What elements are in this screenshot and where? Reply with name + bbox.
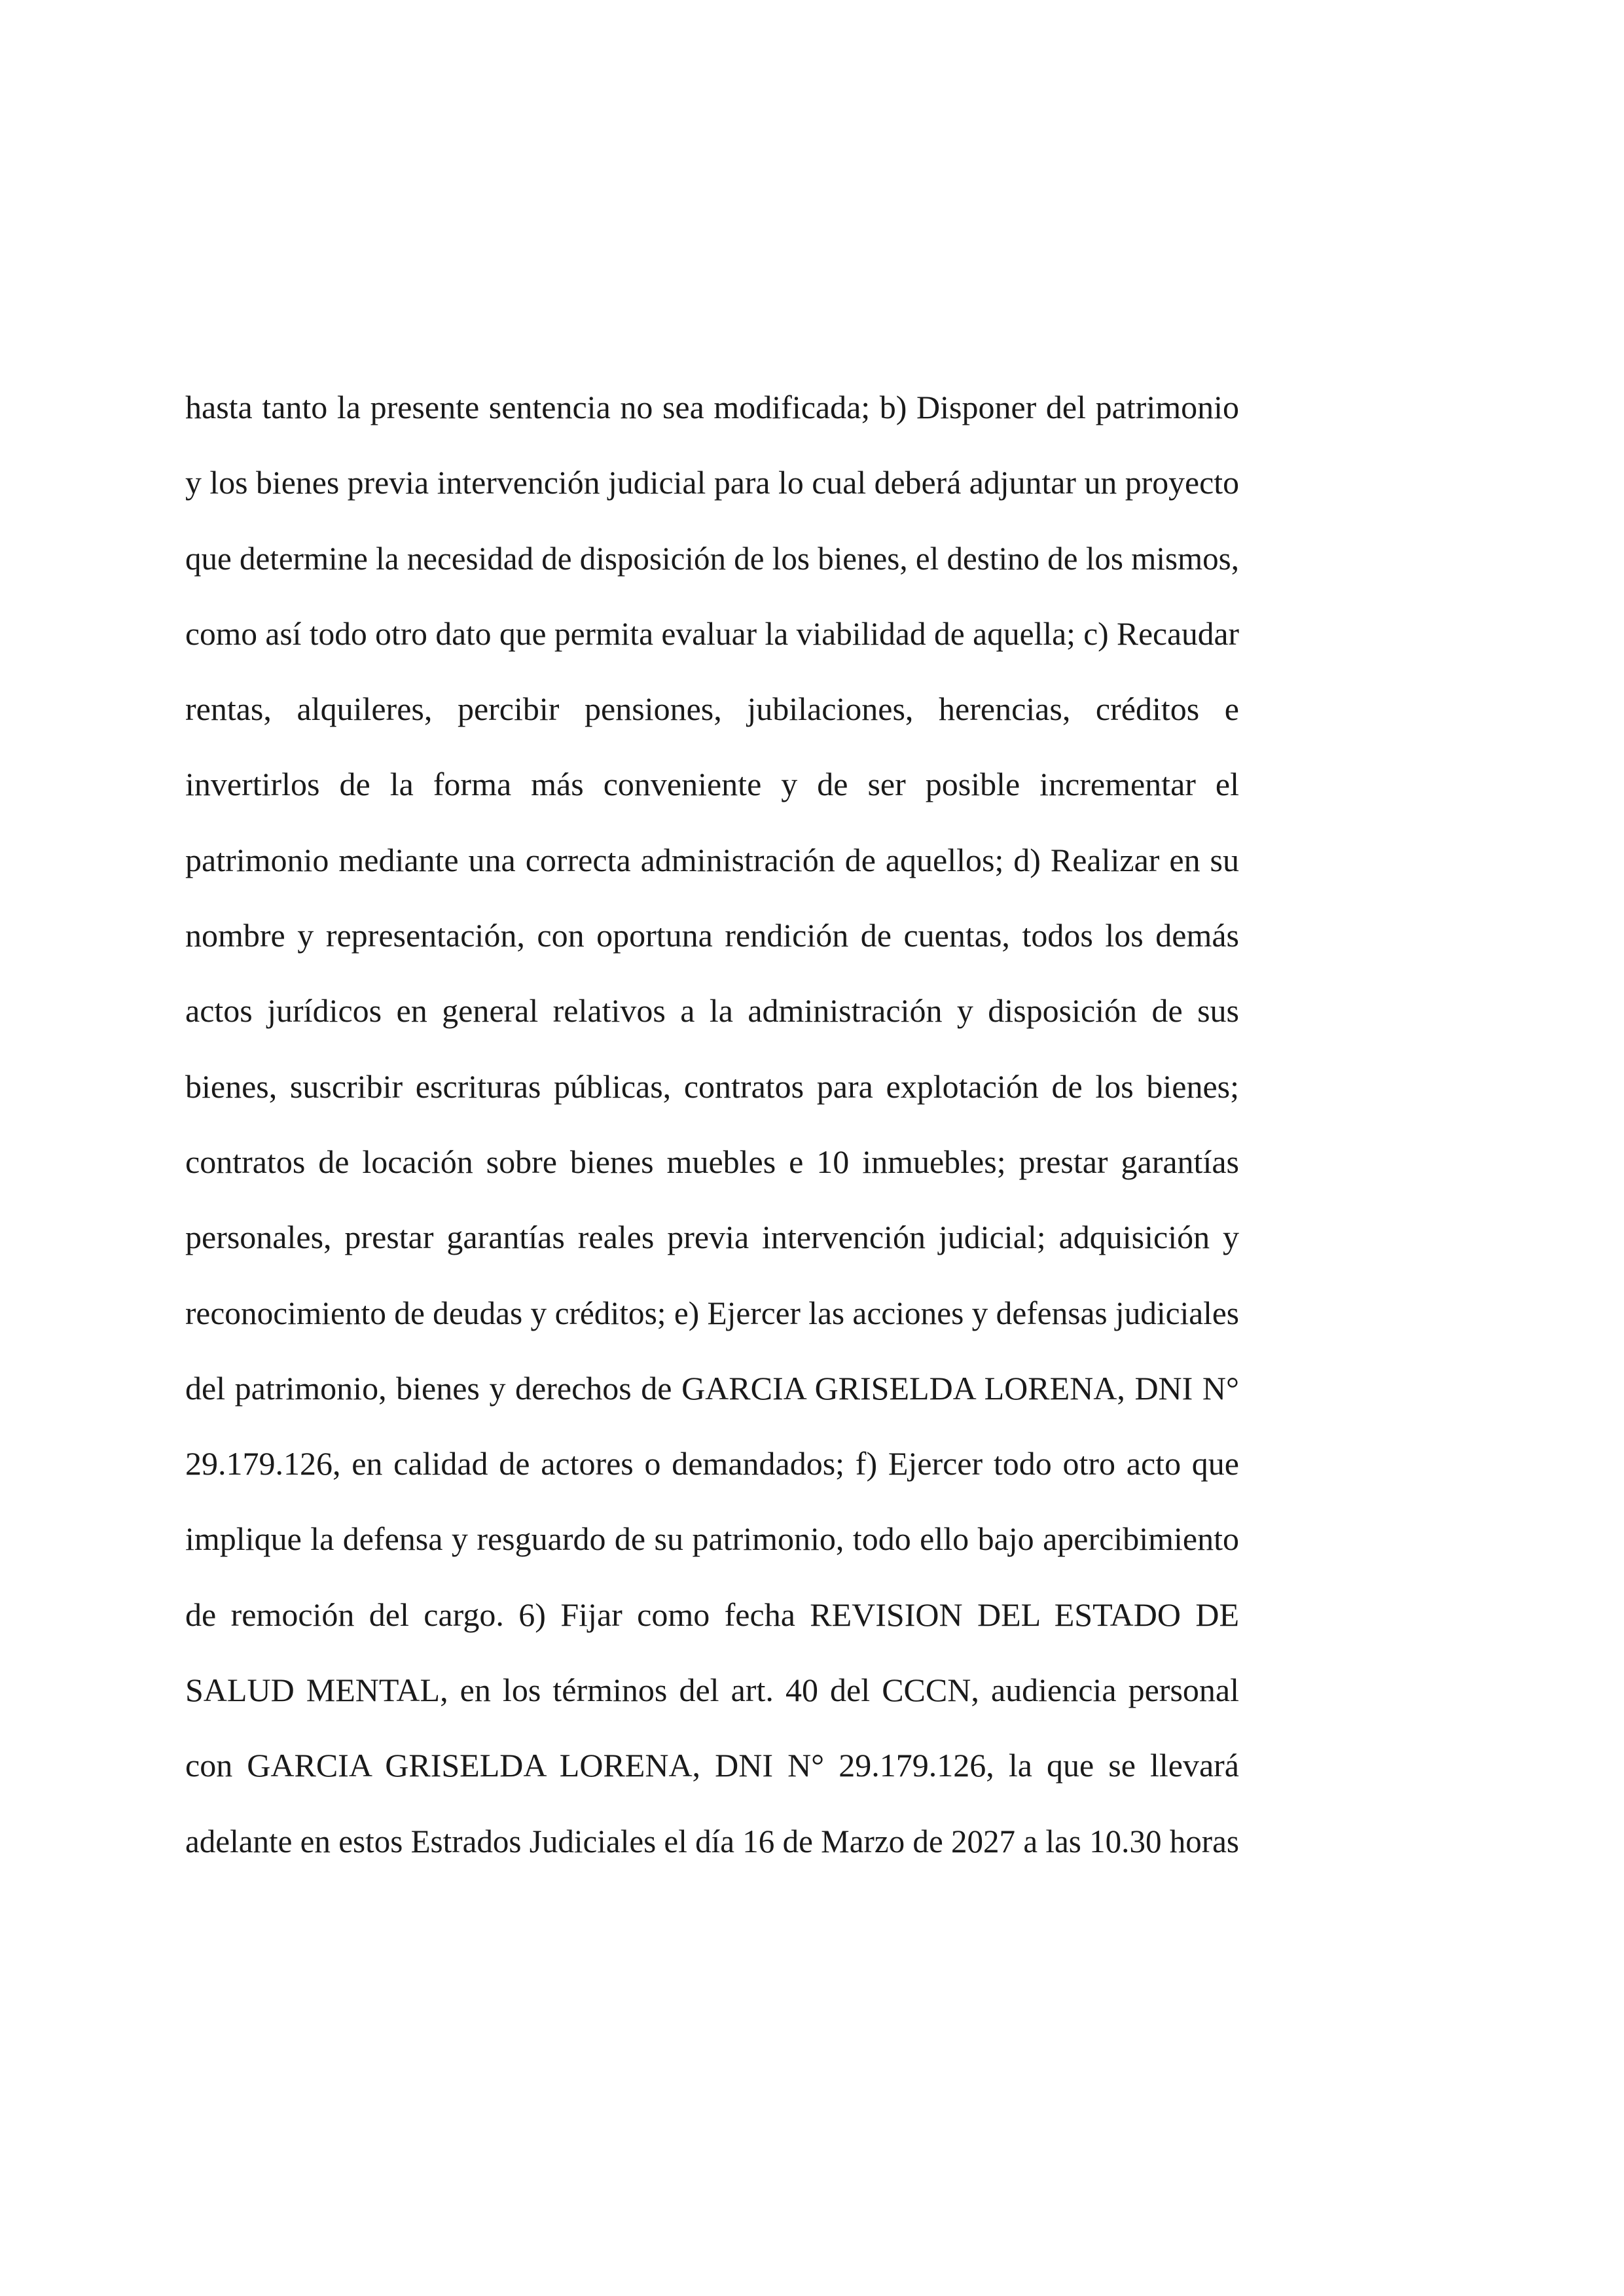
text-line: bienes, suscribir escrituras públicas, contratos para explotación de los bienes; bbox=[185, 1067, 1239, 1105]
text-line: y los bienes previa intervención judicial para lo cual deberá adjuntar un proyecto bbox=[185, 464, 1239, 501]
text-line: reconocimiento de deudas y créditos; e) Ejercer las acciones y defensas judiciales bbox=[185, 1294, 1239, 1331]
text-line: patrimonio mediante una correcta administración de aquellos; d) Realizar en su bbox=[185, 841, 1239, 878]
text-line: hasta tanto la presente sentencia no sea modificada; b) Disponer del patrimonio bbox=[185, 389, 1239, 425]
text-line: nombre y representación, con oportuna rendición de cuentas, todos los demás bbox=[185, 917, 1239, 954]
body-text bbox=[185, 381, 1239, 1890]
text-line: invertirlos de la forma más conveniente y de ser posible incrementar el bbox=[185, 766, 1239, 803]
text-line: contratos de locación sobre bienes muebles e 10 inmuebles; prestar garantías bbox=[185, 1143, 1239, 1180]
text-line: de remoción del cargo. 6) Fijar como fecha REVISION DEL ESTADO DE bbox=[185, 1596, 1239, 1633]
text-line: rentas, alquileres, percibir pensiones, jubilaciones, herencias, créditos e bbox=[185, 691, 1239, 728]
text-line: con GARCIA GRISELDA LORENA, DNI N° 29.179.126, la que se llevará bbox=[185, 1747, 1239, 1784]
text-line: 29.179.126, en calidad de actores o demandados; f) Ejercer todo otro acto que bbox=[185, 1445, 1239, 1482]
text-line: como así todo otro dato que permita evaluar la viabilidad de aquella; c) Recaudar bbox=[185, 615, 1239, 652]
text-line: implique la defensa y resguardo de su patrimonio, todo ello bajo apercibimiento bbox=[185, 1520, 1239, 1558]
text-line: SALUD MENTAL, en los términos del art. 40 del CCCN, audiencia personal bbox=[185, 1672, 1239, 1709]
text-line: adelante en estos Estrados Judiciales el día 16 de Marzo de 2027 a las 10.30 horas bbox=[185, 1822, 1239, 1859]
text-line: actos jurídicos en general relativos a la administración y disposición de sus bbox=[185, 992, 1239, 1030]
text-line: que determine la necesidad de disposición de los bienes, el destino de los mismos, bbox=[185, 539, 1239, 577]
text-line: personales, prestar garantías reales previa intervención judicial; adquisición y bbox=[185, 1219, 1239, 1256]
text-line: del patrimonio, bienes y derechos de GARCIA GRISELDA LORENA, DNI N° bbox=[185, 1369, 1239, 1407]
